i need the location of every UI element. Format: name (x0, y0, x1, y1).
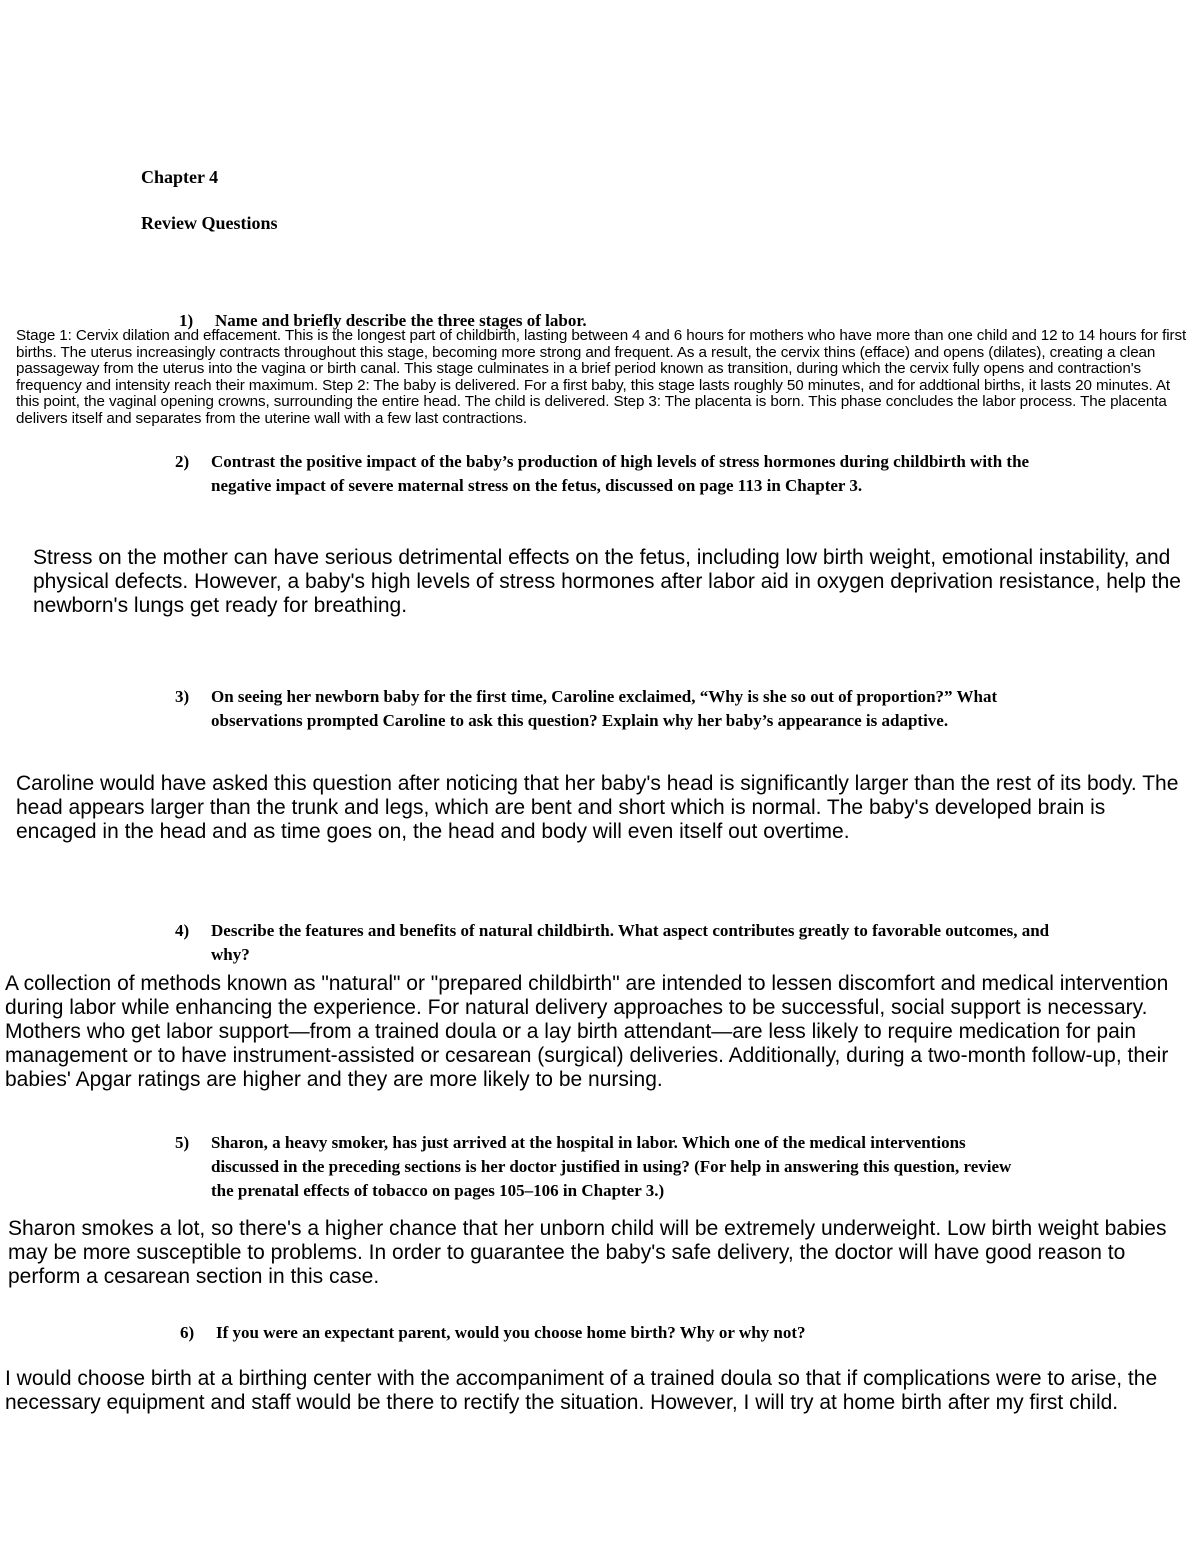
section-subtitle: Review Questions (141, 213, 278, 233)
answer-5: Sharon smokes a lot, so there's a higher chance that her unborn child will be extremely underweight. Low birth weight babies may be more susceptible to problems. In order to guarantee the baby's safe delivery, the doctor will have good reason to perform a cesarean section in this case. (8, 1217, 1167, 1288)
question-3 (175, 685, 1021, 733)
question-text: Describe the features and benefits of natural childbirth. What aspect contributes greatly to favorable outcomes, and why? (211, 921, 1050, 964)
answer-1: Stage 1: Cervix dilation and effacement. This is the longest part of childbirth, lasting between 4 and 6 hours for mothers who have more than one child and 12 to 14 hours for first births. The uterus increasingly contracts throughout this stage, becoming more strong and frequent. As a result, the cervix thins (efface) and opens (dilates), creating a clean passageway from the uterus into the vagina or birth canal. This stage culminates in a brief period known as transition, during which the cervix fully opens and contraction's frequency and intensity reach their maximum. Step 2: The baby is delivered. For a first baby, this stage lasts roughly 50 minutes, and for addtional births, it lasts 20 minutes. At this point, the vaginal opening crowns, surrounding the entire head. The child is delivered. Step 3: The placenta is born. This phase concludes the labor process. The placenta delivers itself and separates from the uterine wall with a few last contractions. (16, 327, 1187, 427)
question-text: On seeing her newborn baby for the first time, Caroline exclaimed, “Why is she so out of proportion?” What observations prompted Caroline to ask this question? Explain why her baby’s appearance is adaptive. (211, 687, 998, 730)
question-4 (175, 919, 1091, 967)
answer-3: Caroline would have asked this question after noticing that her baby's head is significantly larger than the rest of its body. The head appears larger than the trunk and legs, which are bent and short which is normal. The baby's developed brain is encaged in the head and as time goes on, the head and body will even itself out overtime. (16, 772, 1179, 843)
question-text: If you were an expectant parent, would you choose home birth? Why or why not? (216, 1323, 806, 1342)
question-5 (175, 1131, 1031, 1203)
question-text: Sharon, a heavy smoker, has just arrived at the hospital in labor. Which one of the medical interventions discussed in the preceding sections is her doctor justified in using? (For help in answering this question, review the prenatal effects of tobacco on pages 105–106 in Chapter 3.) (211, 1133, 1012, 1200)
question-text: Contrast the positive impact of the baby’s production of high levels of stress hormones during childbirth with the negative impact of severe maternal stress on the fetus, discussed on page 113 in Chapter 3. (211, 452, 1030, 495)
question-2 (175, 450, 1041, 498)
chapter-title: Chapter 4 (141, 167, 219, 187)
answer-4: A collection of methods known as "natural" or "prepared childbirth" are intended to lessen discomfort and medical intervention during labor while enhancing the experience. For natural delivery approaches to be successful, social support is necessary. Mothers who get labor support—from a trained doula or a lay birth attendant—are less likely to require medication for pain management or to have instrument-assisted or cesarean (surgical) deliveries. Additionally, during a two-month follow-up, their babies' Apgar ratings are higher and they are more likely to be nursing. (5, 972, 1169, 1091)
answer-2: Stress on the mother can have serious detrimental effects on the fetus, including low birth weight, emotional instability, and physical defects. However, a baby's high levels of stress hormones after labor aid in oxygen deprivation resistance, help the newborn's lungs get ready for breathing. (33, 546, 1181, 617)
question-number: 4) (175, 921, 190, 940)
question-text: Name and briefly describe the three stages of labor. (215, 311, 587, 330)
question-number: 2) (175, 452, 190, 471)
answer-6: I would choose birth at a birthing center with the accompaniment of a trained doula so that if complications were to arise, the necessary equipment and staff would be there to rectify the situation. However, I will try at home birth after my first child. (5, 1367, 1158, 1414)
question-6 (180, 1321, 1036, 1345)
question-number: 3) (175, 687, 190, 706)
question-number: 5) (175, 1133, 190, 1152)
question-number: 1) (179, 311, 194, 330)
question-number: 6) (180, 1323, 195, 1342)
